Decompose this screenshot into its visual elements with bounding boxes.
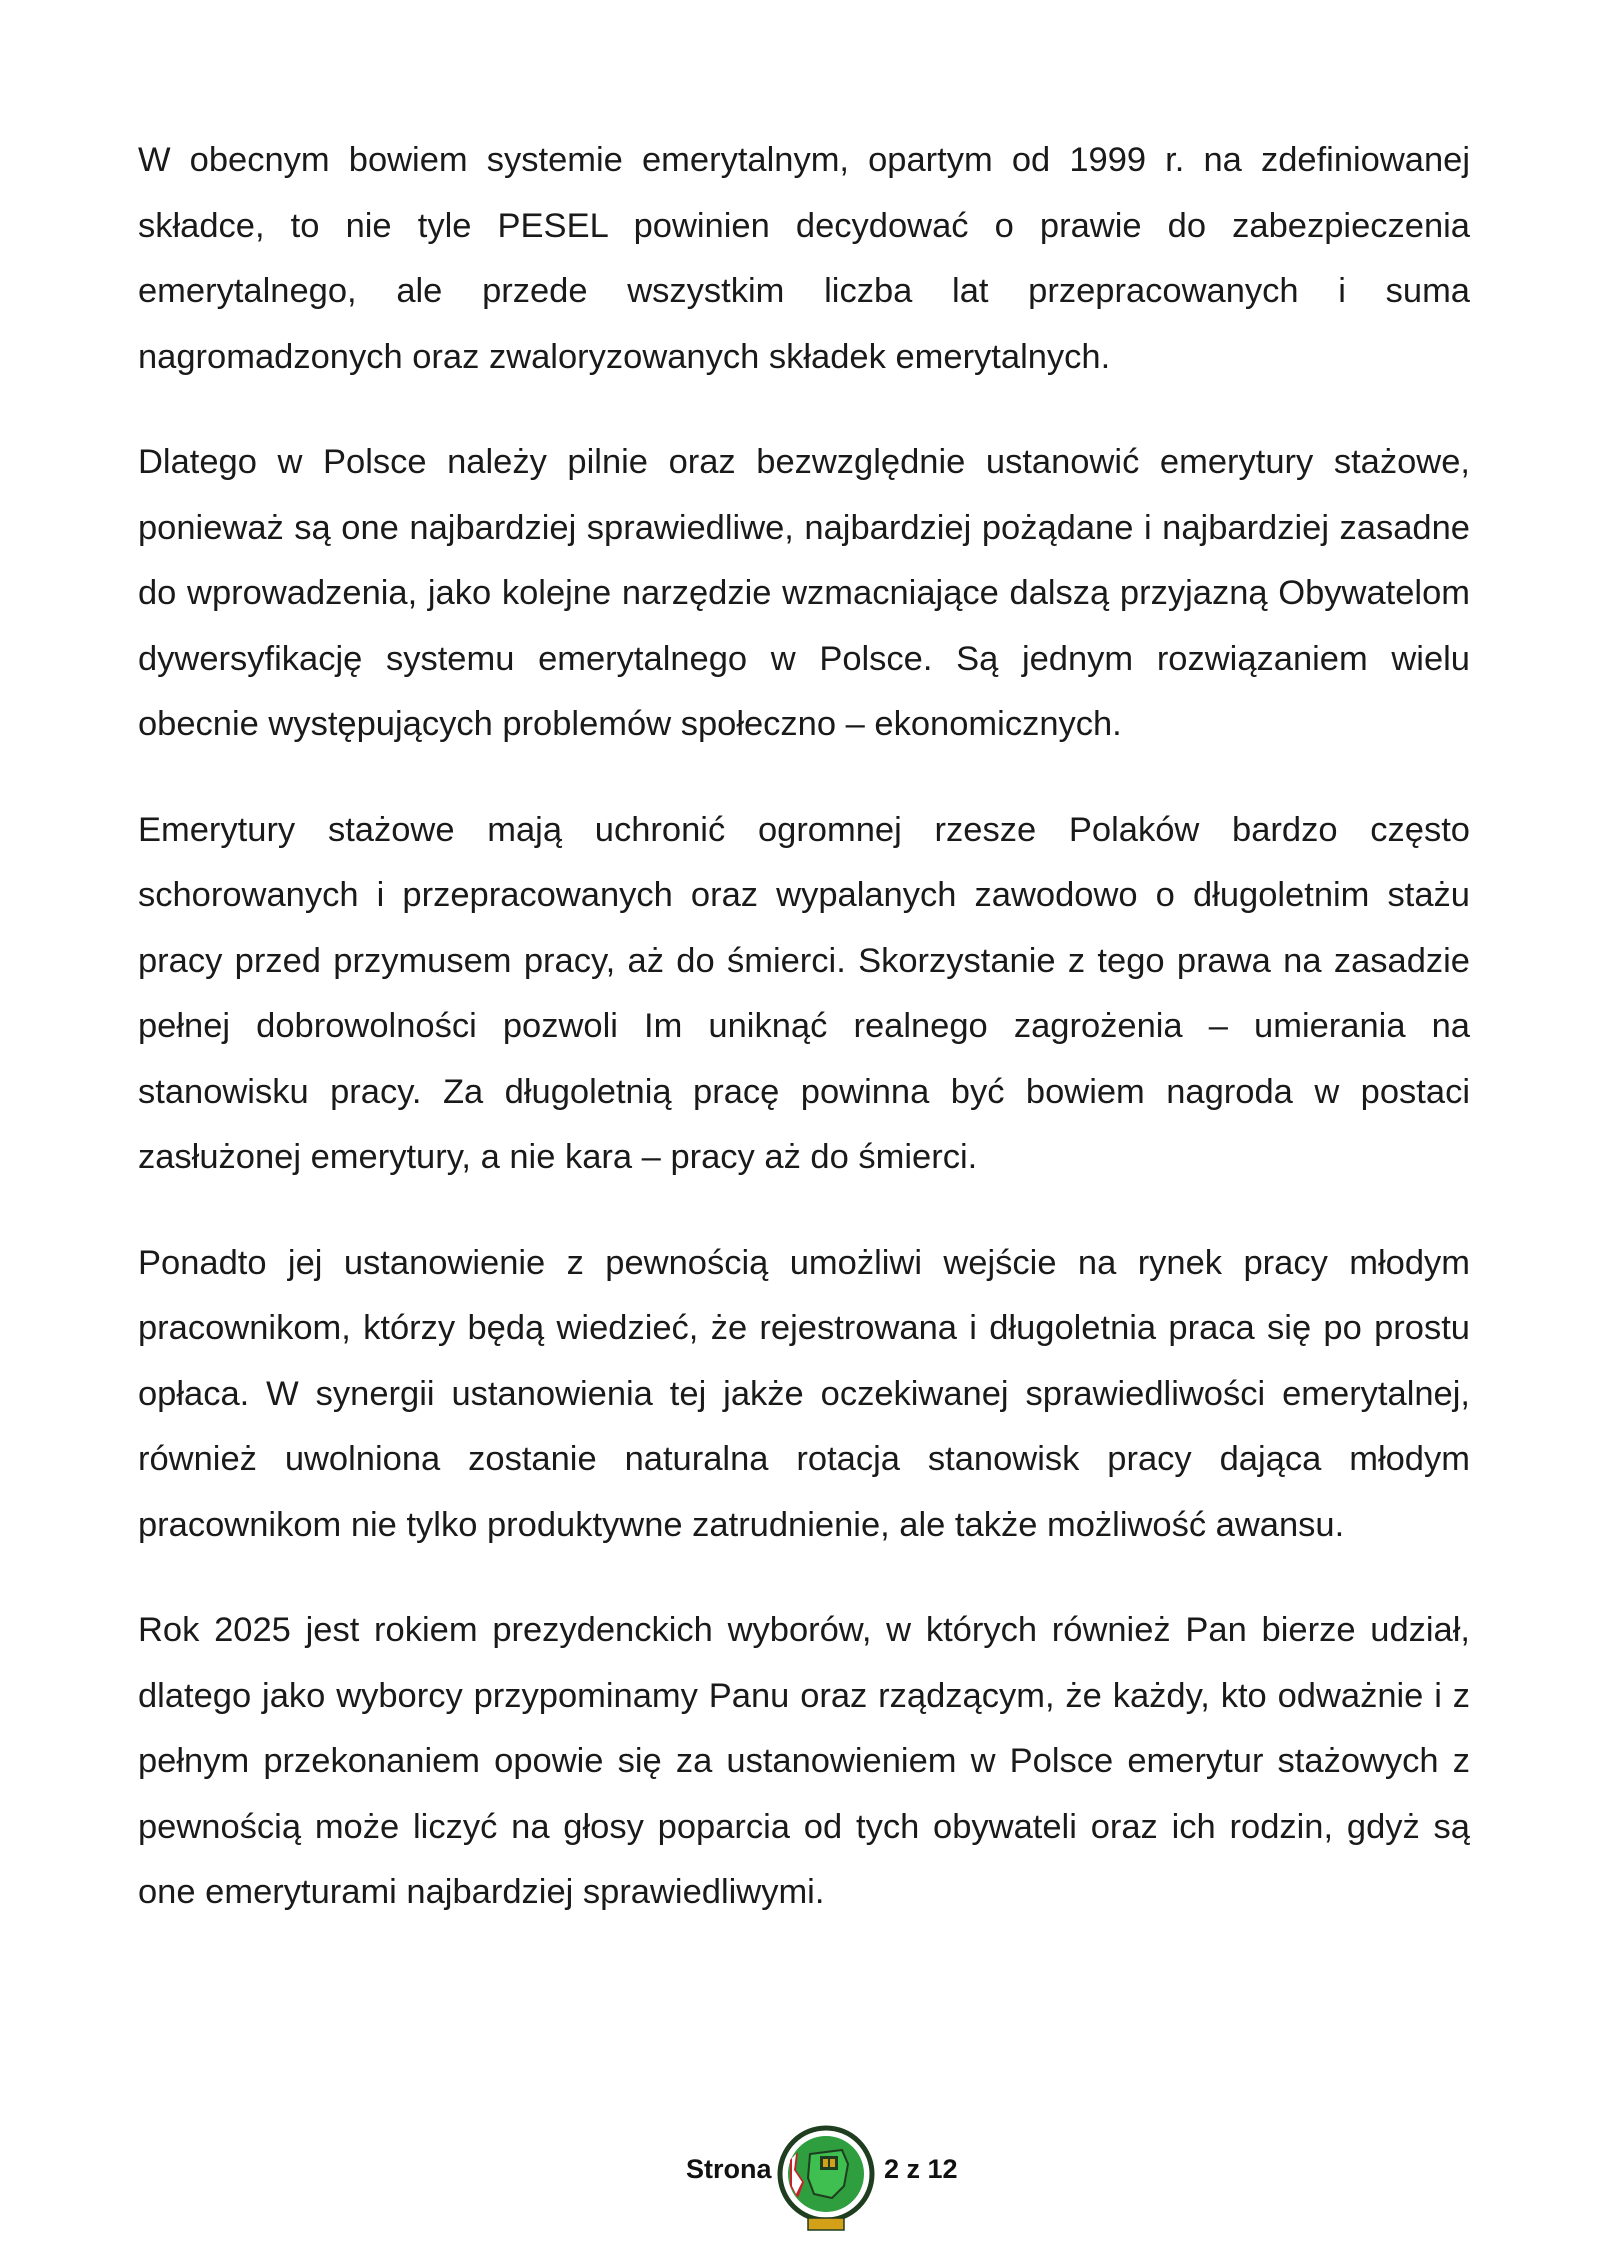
- paragraph-2: Dlatego w Polsce należy pilnie oraz bezwzględnie ustanowić emerytury stażowe, ponieważ są one najbardziej sprawiedliwe, najbardziej pożądane i najbardziej zasadne do wprowadzenia, jako kolejne narzędzie wzmacniające dalszą przyjazną Obywatelom dywersyfikację systemu emerytalnego w Polsce. Są jednym rozwiązaniem wielu obecnie występujących problemów społeczno – ekonomicznych.: [138, 443, 1470, 743]
- document-body: [138, 128, 1470, 1966]
- paragraph-5: Rok 2025 jest rokiem prezydenckich wyborów, w których również Pan bierze udział, dlatego jako wyborcy przypominamy Panu oraz rządzącym, że każdy, kto odważnie i z pełnym przekonaniem opowie się za ustanowieniem w Polsce emerytur stażowych z pewnością może liczyć na głosy poparcia od tych obywateli oraz ich rodzin, gdyż są one emeryturami najbardziej sprawiedliwymi.: [138, 1611, 1470, 1911]
- organization-logo-icon: [776, 2124, 876, 2234]
- footer-label: Strona: [686, 2154, 772, 2184]
- paragraph-1: W obecnym bowiem systemie emerytalnym, opartym od 1999 r. na zdefiniowanej składce, to nie tyle PESEL powinien decydować o prawie do zabezpieczenia emerytalnego, ale przede wszystkim liczba lat przepracowanych i suma nagromadzonych oraz zwaloryzowanych składek emerytalnych.: [138, 141, 1470, 376]
- page-footer: [0, 2124, 1600, 2234]
- paragraph-4: Ponadto jej ustanowienie z pewnością umożliwi wejście na rynek pracy młodym pracownikom, którzy będą wiedzieć, że rejestrowana i długoletnia praca się po prostu opłaca. W synergii ustanowienia tej jakże oczekiwanej sprawiedliwości emerytalnej, również uwolniona zostanie naturalna rotacja stanowisk pracy dająca młodym pracownikom nie tylko produktywne zatrudnienie, ale także możliwość awansu.: [138, 1243, 1470, 1544]
- footer-page-number: 2 z 12: [884, 2154, 958, 2184]
- paragraph-3: Emerytury stażowe mają uchronić ogromnej rzesze Polaków bardzo często schorowanych i przepracowanych oraz wypalanych zawodowo o długoletnim stażu pracy przed przymusem pracy, aż do śmierci. Skorzystanie z tego prawa na zasadzie pełnej dobrowolności pozwoli Im uniknąć realnego zagrożenia – umierania na stanowisku pracy. Za długoletnią pracę powinna być bowiem nagroda w postaci zasłużonej emerytury, a nie kara – pracy aż do śmierci.: [138, 810, 1470, 1176]
